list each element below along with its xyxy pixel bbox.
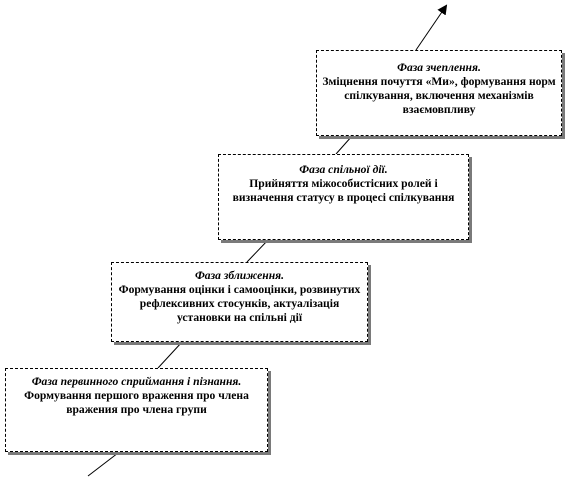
phase-box-cohesion <box>316 50 562 136</box>
phase-box-rapprochement <box>111 262 368 342</box>
arrow-segment-3 <box>336 136 352 154</box>
phase-title: Фаза зближення. <box>194 269 285 282</box>
phase-box-joint-action <box>218 154 469 240</box>
phase-description: Прийняття міжособистісних ролей і визначення статусу в процесі спілкування <box>232 177 455 204</box>
phase-description: Формування першого враження про члена вражения про члена групи <box>24 389 249 416</box>
phase-title: Фаза спільної дії. <box>299 163 388 176</box>
phase-title: Фаза зчеплення. <box>397 61 481 74</box>
phase-description: Зміцнення почуття «Ми», формування норм спілкування, включення механізмів взаємовпливу <box>322 75 556 116</box>
arrow-segment-2 <box>247 240 268 262</box>
arrow-segment-start <box>88 453 118 476</box>
phase-title: Фаза первинного сприймання і пізнання. <box>31 375 242 388</box>
arrow-segment-end <box>416 6 446 50</box>
phase-description: Формування оцінки і самооцінки, розвинутих рефлексивних стосунків, актуалізація установки на спільні дії <box>118 283 361 324</box>
phase-box-initial-perception <box>5 368 268 452</box>
arrow-segment-1 <box>158 342 182 368</box>
